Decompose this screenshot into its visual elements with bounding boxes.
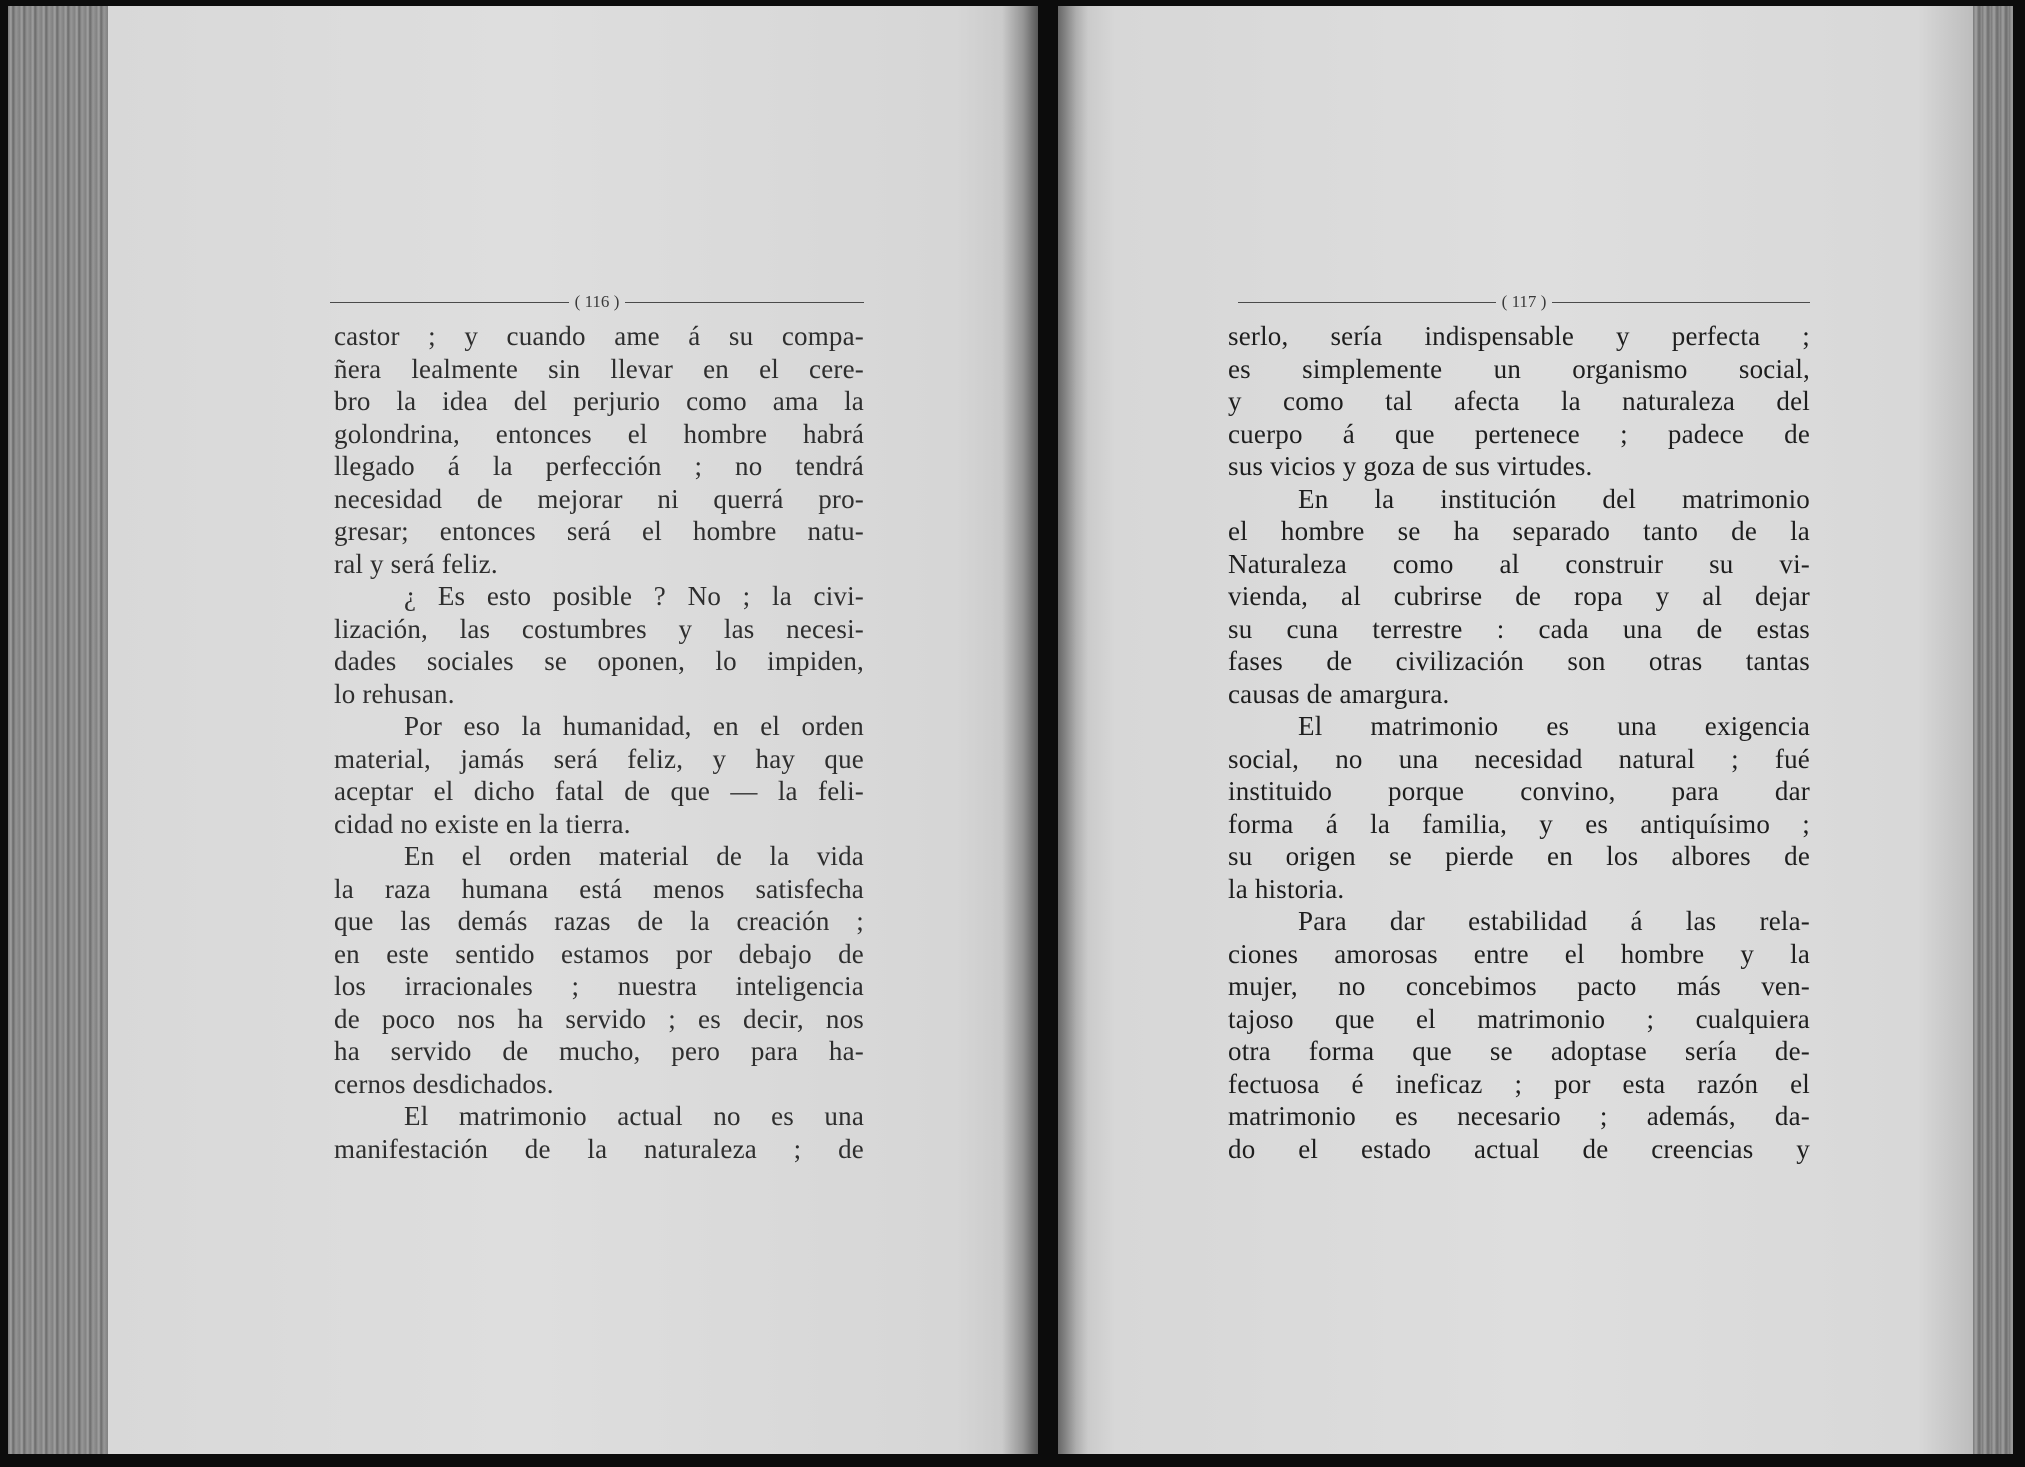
right-page xyxy=(1058,6,2013,1454)
text-line: castor ; y cuando ame á su compa- xyxy=(334,321,864,351)
text-line: fases de civilización son otras tantas xyxy=(1228,646,1810,676)
page-edge-right xyxy=(1973,6,2013,1454)
text-line: tajoso que el matrimonio ; cualquiera xyxy=(1228,1003,1810,1034)
text-line: material, jamás será feliz, y hay que xyxy=(334,743,864,774)
text-line: bro la idea del perjurio como ama la xyxy=(334,386,864,416)
text-line: instituido porque convino, para dar xyxy=(1228,776,1810,806)
gutter-shadow-right xyxy=(1058,6,1088,1454)
text-line: dades sociales se oponen, lo impiden, xyxy=(334,646,864,676)
left-page-text xyxy=(334,320,864,1165)
text-line: cuerpo á que pertenece ; padece de xyxy=(1228,418,1810,449)
text-line: lo rehusan. xyxy=(334,678,455,709)
text-line: fectuosa é ineficaz ; por esta razón el xyxy=(1228,1068,1810,1099)
text-line: su origen se pierde en los albores de xyxy=(1228,841,1810,871)
text-line: llegado á la perfección ; no tendrá xyxy=(334,451,864,481)
left-page-header xyxy=(330,292,864,312)
page-number-116: ( 116 ) xyxy=(574,292,620,311)
header-rule-right xyxy=(1552,302,1810,303)
text-line: golondrina, entonces el hombre habrá xyxy=(334,418,864,449)
text-line: serlo, sería indispensable y perfecta ; xyxy=(1228,321,1810,351)
text-line: El matrimonio actual no es una xyxy=(404,1101,864,1131)
text-line: su cuna terrestre : cada una de estas xyxy=(1228,613,1810,644)
text-line: lización, las costumbres y las necesi- xyxy=(334,613,864,644)
text-line: ha servido de mucho, pero para ha- xyxy=(334,1036,864,1066)
text-line: El matrimonio es una exigencia xyxy=(1298,711,1810,741)
text-line: social, no una necesidad natural ; fué xyxy=(1228,743,1810,774)
text-line: y como tal afecta la naturaleza del xyxy=(1228,386,1810,416)
text-line: otra forma que se adoptase sería de- xyxy=(1228,1036,1810,1066)
text-line: la historia. xyxy=(1228,873,1345,904)
right-page-text xyxy=(1228,320,1810,1165)
text-line: Para dar estabilidad á las rela- xyxy=(1298,906,1810,936)
text-line: aceptar el dicho fatal de que — la feli- xyxy=(334,776,864,806)
text-line: es simplemente un organismo social, xyxy=(1228,353,1810,384)
text-line: mujer, no concebimos pacto más ven- xyxy=(1228,971,1810,1001)
text-line: necesidad de mejorar ni querrá pro- xyxy=(334,483,864,514)
page-edge-left xyxy=(8,6,108,1454)
text-line: En la institución del matrimonio xyxy=(1298,483,1810,514)
header-rule-right xyxy=(625,302,864,303)
page-number-text: 117 xyxy=(1511,292,1537,311)
text-line: ciones amorosas entre el hombre y la xyxy=(1228,938,1810,969)
text-line: el hombre se ha separado tanto de la xyxy=(1228,516,1810,546)
header-rule-left xyxy=(330,302,569,303)
text-line: que las demás razas de la creación ; xyxy=(334,906,864,936)
text-line: En el orden material de la vida xyxy=(404,841,864,871)
text-line: los irracionales ; nuestra inteligencia xyxy=(334,971,864,1001)
text-line: de poco nos ha servido ; es decir, nos xyxy=(334,1003,864,1034)
text-line: matrimonio es necesario ; además, da- xyxy=(1228,1101,1810,1131)
text-line: ñera lealmente sin llevar en el cere- xyxy=(334,353,864,384)
text-line: sus vicios y goza de sus virtudes. xyxy=(1228,451,1593,481)
left-page xyxy=(8,6,1038,1454)
text-line: la raza humana está menos satisfecha xyxy=(334,873,864,904)
text-line: forma á la familia, y es antiquísimo ; xyxy=(1228,808,1810,839)
header-rule-left xyxy=(1238,302,1496,303)
text-line: do el estado actual de creencias y xyxy=(1228,1133,1810,1164)
text-line: manifestación de la naturaleza ; de xyxy=(334,1133,864,1164)
text-line: ral y será feliz. xyxy=(334,548,498,579)
page-number-text: 116 xyxy=(584,292,610,311)
text-line: ¿ Es esto posible ? No ; la civi- xyxy=(404,581,864,611)
text-line: en este sentido estamos por debajo de xyxy=(334,938,864,969)
text-line: cernos desdichados. xyxy=(334,1068,554,1099)
text-line: vienda, al cubrirse de ropa y al dejar xyxy=(1228,581,1810,611)
text-line: causas de amargura. xyxy=(1228,678,1450,709)
text-line: Por eso la humanidad, en el orden xyxy=(404,711,864,741)
text-line: Naturaleza como al construir su vi- xyxy=(1228,548,1810,579)
text-line: gresar; entonces será el hombre natu- xyxy=(334,516,864,546)
gutter-shadow-left xyxy=(1002,6,1038,1454)
page-number-117: ( 117 ) xyxy=(1501,292,1547,311)
text-line: cidad no existe en la tierra. xyxy=(334,808,631,839)
right-page-header xyxy=(1238,292,1810,312)
